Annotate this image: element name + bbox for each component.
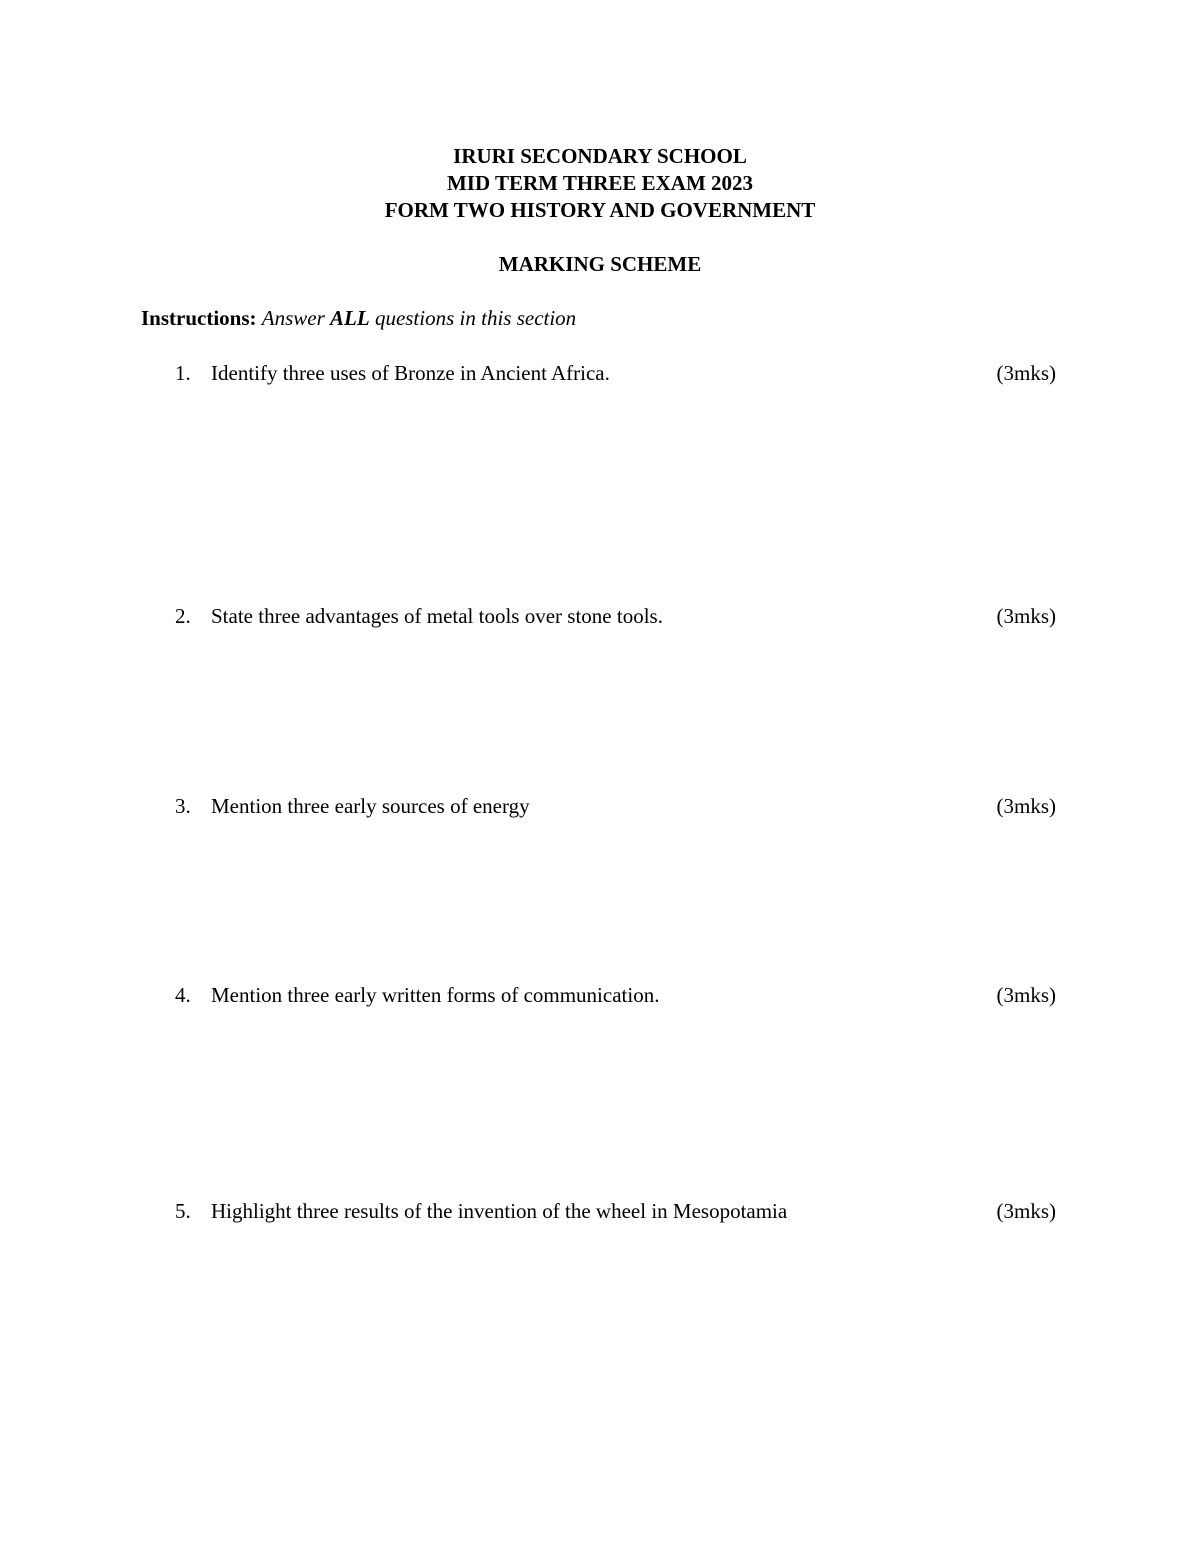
question-number: 4. <box>175 983 191 1007</box>
instructions-line <box>141 305 576 332</box>
instructions-text: Answer ALL questions in this section <box>261 306 577 330</box>
school-name: IRURI SECONDARY SCHOOL <box>453 144 747 168</box>
exam-title: MID TERM THREE EXAM 2023 <box>446 171 754 195</box>
document-type-title: MARKING SCHEME <box>498 252 702 276</box>
question-text: State three advantages of metal tools over stone tools. <box>211 604 663 628</box>
question-item <box>0 602 1200 630</box>
instructions-label: Instructions: <box>141 306 257 330</box>
question-text: Mention three early written forms of communication. <box>211 983 660 1007</box>
question-marks: (3mks) <box>996 983 1056 1007</box>
question-item <box>0 359 1200 387</box>
question-marks: (3mks) <box>996 794 1056 818</box>
question-text: Identify three uses of Bronze in Ancient Africa. <box>211 361 610 385</box>
question-item <box>0 981 1200 1009</box>
question-text: Mention three early sources of energy <box>211 794 530 818</box>
subject-title: FORM TWO HISTORY AND GOVERNMENT <box>384 198 816 222</box>
question-number: 5. <box>175 1199 191 1223</box>
question-item <box>0 792 1200 820</box>
question-text: Highlight three results of the invention of the wheel in Mesopotamia <box>211 1199 788 1223</box>
question-number: 2. <box>175 604 191 628</box>
question-item <box>0 1197 1200 1225</box>
question-number: 1. <box>175 361 191 385</box>
question-marks: (3mks) <box>996 604 1056 628</box>
question-number: 3. <box>175 794 191 818</box>
question-marks: (3mks) <box>996 361 1056 385</box>
question-marks: (3mks) <box>996 1199 1056 1223</box>
document-header <box>0 143 1200 224</box>
